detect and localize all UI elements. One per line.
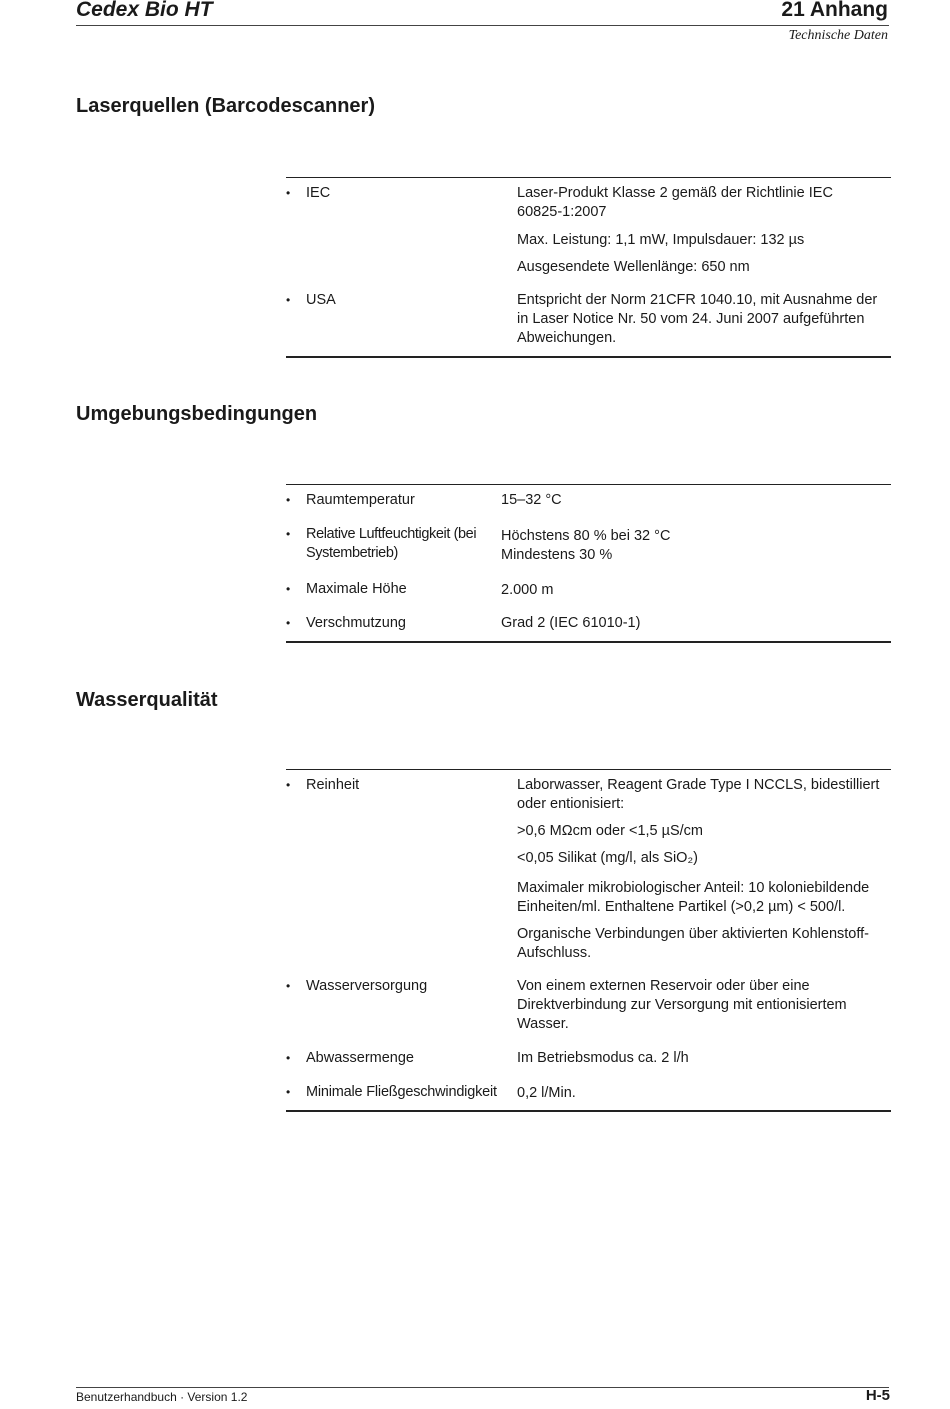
bullet-icon: •: [286, 493, 291, 507]
spec-value: Mindestens 30 %: [501, 547, 613, 563]
spec-value: Laborwasser, Reagent Grade Type I NCCLS, bidestilliert oder entionisiert:: [517, 777, 880, 812]
spec-value: Entspricht der Norm 21CFR 1040.10, mit Ausnahme der in Laser Notice Nr. 50 vom 24. Juni 2007 aufgeführten Abweichungen.: [517, 292, 878, 346]
spec-label: IEC: [306, 185, 331, 201]
spec-value: Ausgesendete Wellenlänge: 650 nm: [517, 259, 750, 275]
spec-label: Wasserversorgung: [306, 978, 428, 994]
spec-value: 2.000 m: [501, 582, 554, 598]
chapter-title: 21 Anhang: [781, 0, 888, 21]
spec-value: 0,2 l/Min.: [517, 1085, 576, 1101]
header-divider: [76, 25, 889, 26]
spec-value: Höchstens 80 % bei 32 °C: [501, 528, 671, 544]
section-title-environment: Umgebungsbedingungen: [76, 403, 318, 425]
section-title-water: Wasserqualität: [76, 689, 218, 711]
bullet-icon: •: [286, 778, 291, 792]
bullet-icon: •: [286, 293, 291, 307]
footer-divider: [76, 1387, 889, 1388]
spec-value: Von einem externen Reservoir oder über eine Direktverbindung zur Versorgung mit entionisiertem Wasser.: [517, 978, 847, 1032]
spec-table-environment: [286, 484, 891, 643]
spec-table-water: [286, 769, 891, 1112]
spec-label: Abwassermenge: [306, 1050, 414, 1066]
bullet-icon: •: [286, 1051, 291, 1065]
spec-label: Minimale Fließgeschwindigkeit: [306, 1084, 497, 1100]
section-title-laser: Laserquellen (Barcodescanner): [76, 95, 375, 117]
spec-label: Verschmutzung: [306, 615, 406, 631]
bullet-icon: •: [286, 186, 291, 200]
spec-value: Laser-Produkt Klasse 2 gemäß der Richtlinie IEC 60825-1:2007: [517, 185, 833, 220]
spec-value: Organische Verbindungen über aktivierten Kohlenstoff-Aufschluss.: [517, 926, 869, 961]
bullet-icon: •: [286, 582, 291, 596]
spec-value: 15–32 °C: [501, 492, 562, 508]
spec-value: >0,6 MΩcm oder <1,5 µS/cm: [517, 823, 704, 839]
spec-label: Maximale Höhe: [306, 581, 407, 597]
page-number: H-5: [865, 1387, 890, 1404]
spec-value: <0,05 Silikat (mg/l, als SiO₂): [517, 850, 698, 866]
spec-label: Relative Luftfeuchtigkeit (bei Systembetrieb): [306, 526, 477, 561]
footer-manual-version: Benutzerhandbuch · Version 1.2: [76, 1390, 248, 1404]
spec-label: Raumtemperatur: [306, 492, 415, 508]
spec-value: Max. Leistung: 1,1 mW, Impulsdauer: 132 µs: [517, 232, 805, 248]
spec-label: USA: [306, 292, 336, 308]
product-title: Cedex Bio HT: [76, 0, 213, 21]
spec-value: Grad 2 (IEC 61010-1): [501, 615, 641, 631]
spec-table-laser: [286, 177, 891, 358]
spec-value: Maximaler mikrobiologischer Anteil: 10 koloniebildende Einheiten/ml. Enthaltene Partikel (>0,2 µm) < 500/l.: [517, 880, 870, 915]
bullet-icon: •: [286, 527, 291, 541]
spec-value: Im Betriebsmodus ca. 2 l/h: [517, 1050, 689, 1066]
spec-label: Reinheit: [306, 777, 360, 793]
chapter-subtitle: Technische Daten: [788, 28, 888, 43]
bullet-icon: •: [286, 616, 291, 630]
bullet-icon: •: [286, 979, 291, 993]
bullet-icon: •: [286, 1085, 291, 1099]
